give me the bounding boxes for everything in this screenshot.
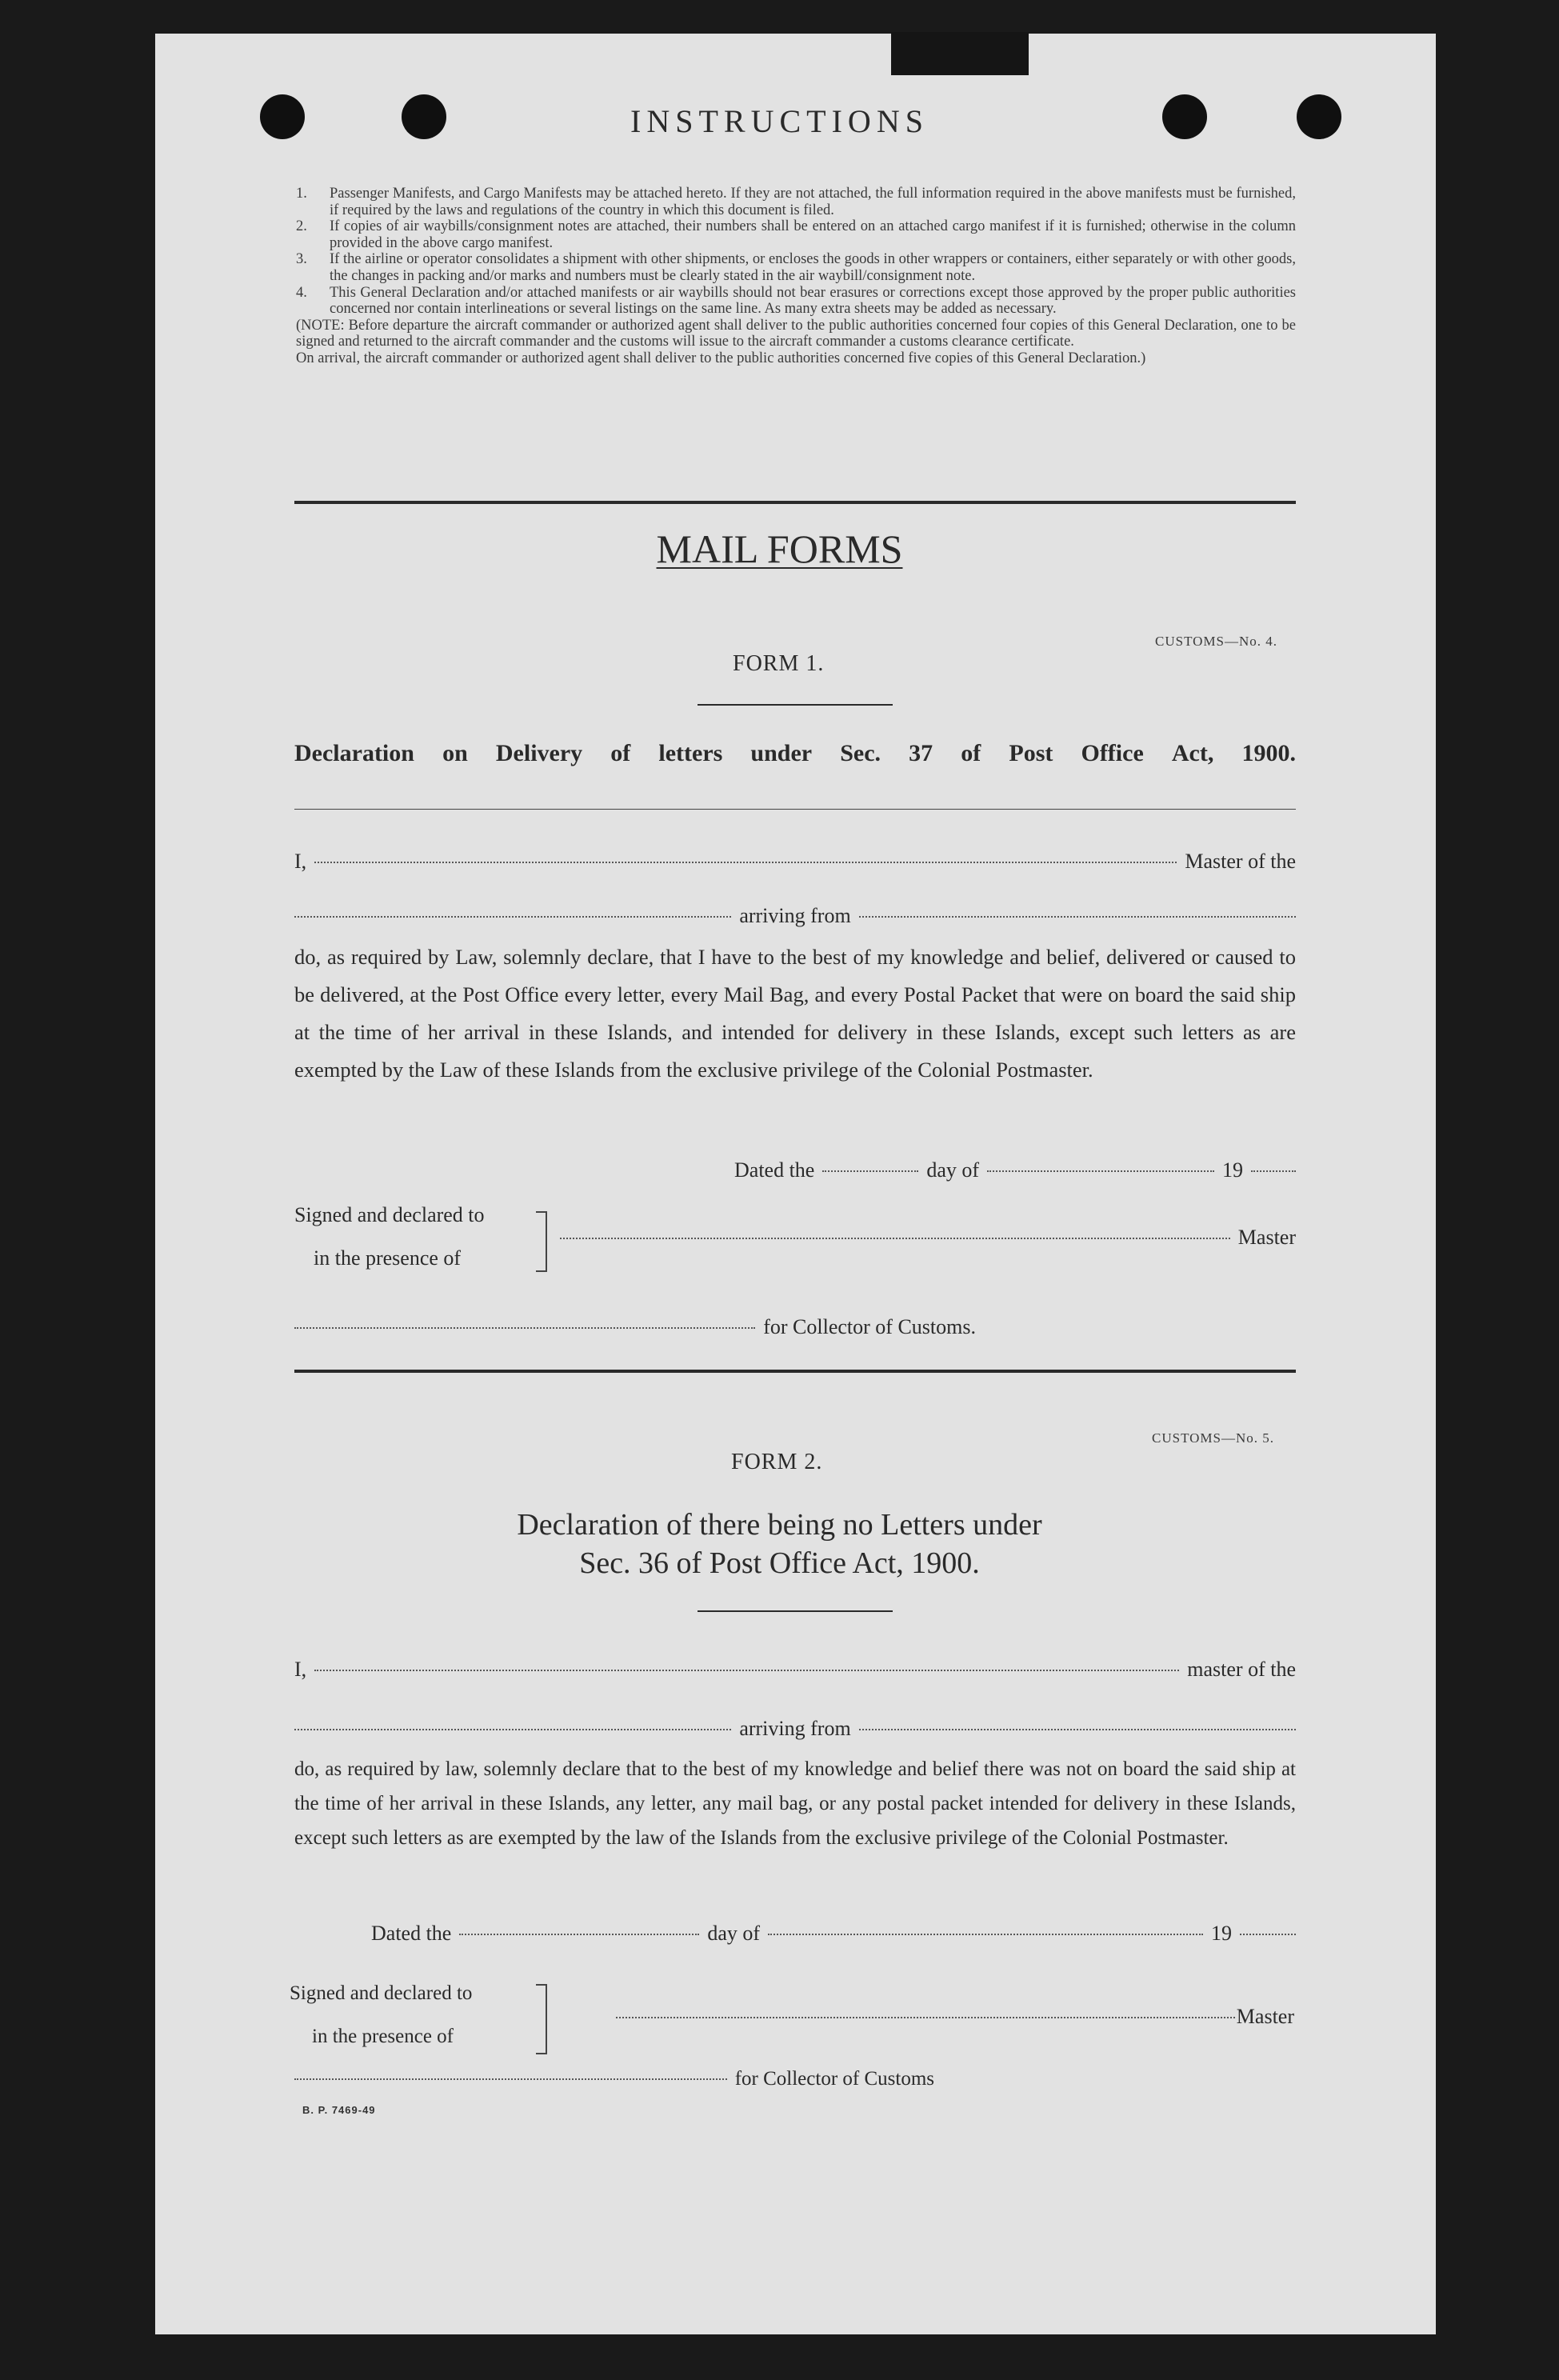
blank-field[interactable] (987, 1170, 1214, 1172)
master-line: I, Master of the (294, 850, 1296, 873)
mail-forms-title: MAIL FORMS (656, 526, 903, 571)
section-divider (294, 501, 1296, 504)
blank-field[interactable] (1251, 1170, 1296, 1172)
blank-field[interactable] (560, 1238, 1230, 1239)
form-2-title: FORM 2. (731, 1450, 823, 1474)
signed-label: Signed and declared to (294, 1203, 485, 1226)
form-1-title: FORM 1. (733, 651, 825, 676)
blank-field[interactable] (294, 1729, 731, 1730)
title-underline (698, 704, 893, 706)
form-2-declaration-title: Declaration of there being no Letters under Sec. 36 of Post Office Act, 1900. (517, 1508, 1042, 1580)
blank-field[interactable] (314, 1670, 1179, 1671)
customs-number: CUSTOMS—No. 5. (1152, 1430, 1275, 1446)
collector-line: for Collector of Customs (294, 2068, 934, 2090)
binder-clip-shadow (891, 32, 1029, 75)
collector-line: for Collector of Customs. (294, 1315, 976, 1339)
section-divider (294, 809, 1296, 810)
section-divider (294, 1370, 1296, 1373)
presence-label: in the presence of (312, 2026, 454, 2047)
title-underline (698, 1610, 893, 1612)
instruction-item: 1. Passenger Manifests, and Cargo Manifests may be attached hereto. If they are not attached, the full information required in the above manifests must be furnished, if required by the laws and regulations of the country in which this document is filed. (296, 186, 1296, 218)
blank-field[interactable] (616, 2017, 1235, 2018)
blank-field[interactable] (859, 1729, 1296, 1730)
presence-label: in the presence of (314, 1246, 462, 1270)
blank-field[interactable] (768, 1934, 1203, 1935)
instruction-item: 2. If copies of air waybills/consignment notes are attached, their numbers shall be entered on an attached cargo manifest if it is furnished; otherwise in the column provided in the above cargo manifest. (296, 218, 1296, 251)
dated-line: Dated the day of 19 (734, 1158, 1296, 1182)
instruction-item: 4. This General Declaration and/or attached manifests or air waybills should not bear erasures or corrections except those approved by the proper public authorities concerned nor contain interlineations or several listings on the same line. As many extra sheets may be added as necessary. (296, 284, 1296, 318)
blank-field[interactable] (1240, 1934, 1296, 1935)
master-line: I, master of the (294, 1658, 1296, 1681)
master-signature-line: Master (560, 1226, 1296, 1250)
instruction-item: 3. If the airline or operator consolidates a shipment with other shipments, or encloses the goods in other wrappers or containers, either separately or with other goods, the changes in packing and/or marks and numbers must be clearly stated in the air waybill/consignment note. (296, 251, 1296, 284)
master-signature-line: Master (616, 2005, 1294, 2029)
print-code: B. P. 7469-49 (302, 2104, 376, 2116)
blank-field[interactable] (314, 862, 1177, 863)
arriving-line: arriving from (294, 904, 1296, 928)
brace (536, 1211, 547, 1272)
instructions-heading: INSTRUCTIONS (630, 103, 929, 139)
customs-number: CUSTOMS—No. 4. (1155, 634, 1278, 649)
blank-field[interactable] (822, 1170, 918, 1172)
blank-field[interactable] (294, 1327, 755, 1329)
arriving-line: arriving from (294, 1717, 1296, 1741)
blank-field[interactable] (459, 1934, 699, 1935)
brace (536, 1984, 547, 2054)
instruction-note: On arrival, the aircraft commander or authorized agent shall deliver to the public authorities concerned five copies of this General Declaration.) (296, 350, 1146, 366)
instructions-list (296, 186, 1296, 367)
instruction-note: (NOTE: Before departure the aircraft commander or authorized agent shall deliver to the public authorities concerned four copies of this General Declaration, one to be signed and returned to the aircraft commander and the customs will issue to the aircraft commander a customs clearance certificate. (296, 317, 1296, 350)
form-1-declaration-title: Declaration on Delivery of letters under Sec. 37 of Post Office Act, 1900. (294, 740, 1296, 766)
signed-label: Signed and declared to (290, 1982, 473, 2004)
form-2-body: do, as required by law, solemnly declare that to the best of my knowledge and belief there was not on board the said ship at the time of her arrival in these Islands, any letter, any mail bag, or any postal packet intended for delivery in these Islands, except such letters as are exempted by the law of the Islands from the exclusive privilege of the Colonial Postmaster. (294, 1758, 1296, 1849)
dated-line: Dated the day of 19 (371, 1922, 1296, 1946)
form-1-body: do, as required by Law, solemnly declare, that I have to the best of my knowledge and belief, delivered or caused to be delivered, at the Post Office every letter, every Mail Bag, and every Postal Packet that were on board the said ship at the time of her arrival in these Islands, and intended for delivery in these Islands, except such letters as are exempted by the Law of these Islands from the exclusive privilege of the Colonial Postmaster. (294, 945, 1296, 1082)
blank-field[interactable] (859, 916, 1296, 918)
blank-field[interactable] (294, 2078, 727, 2080)
blank-field[interactable] (294, 916, 731, 918)
